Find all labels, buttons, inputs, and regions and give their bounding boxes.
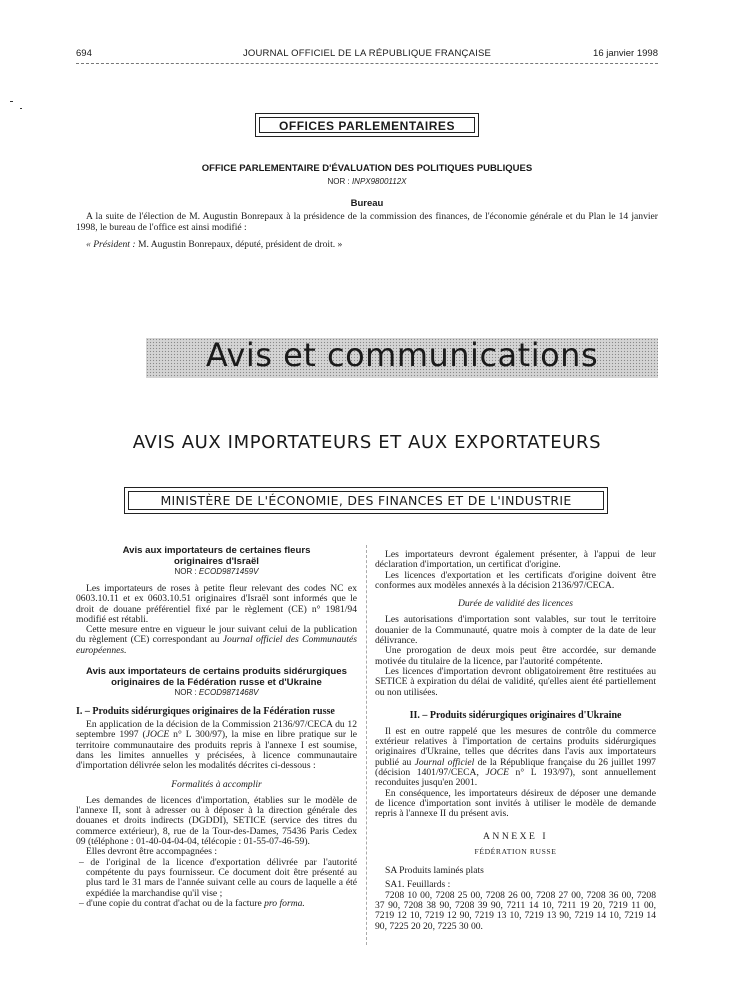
avis1-heading: Avis aux importateurs de certaines fleurs originaires d'Israël — [122, 545, 311, 567]
right-paragraph: En conséquence, les importateurs désireux de déposer une demande de licence d'importation sont invités à utiliser le modèle de demande repris à l'annexe II du présent avis. — [375, 787, 656, 820]
offices-parlementaires-box — [255, 113, 479, 137]
banner-title: Avis et communications — [205, 336, 599, 374]
bureau-paragraph: A la suite de l'élection de M. Augustin Bonrepaux à la présidence de la commission des finances, de l'économie générale et du Plan le 14 janvier 1998, le bureau de l'office est ainsi modifié : — [76, 211, 658, 233]
section-i-title: I. – Produits sidérurgiques originaires de la Fédération russe — [76, 706, 335, 718]
running-header — [76, 48, 658, 64]
page-number: 694 — [76, 48, 92, 59]
journal-title: JOURNAL OFFICIEL DE LA RÉPUBLIQUE FRANÇAISE — [242, 48, 492, 59]
right-paragraph: Les autorisations d'importation sont valables, sur tout le territoire douanier de la Communauté, quatre mois à compter de la date de leur délivrance. — [375, 614, 656, 647]
ministry-box — [124, 487, 608, 514]
avis2-paragraph: Elles devront être accompagnées : — [86, 846, 218, 858]
codes-list: 7208 10 00, 7208 25 00, 7208 26 00, 7208 27 00, 7208 36 00, 7208 37 90, 7208 38 90, 7208 39 90, 7211 14 10, 7211 19 20, 7219 11 00, 7219 12 10, 7219 12 90, 7219 13 10, 7219 13 90, 7219 14 10, 7219 14 90, 7225 20 20, 7225 30 00. — [375, 889, 656, 932]
right-paragraph: Les importateurs devront également présenter, à l'appui de leur déclaration d'importation, un certificat d'origine. — [375, 549, 656, 571]
dash-item: – d'une copie du contrat d'achat ou de la facture pro forma. — [79, 897, 305, 909]
annexe-title: ANNEXE I — [482, 830, 549, 842]
ministry-title: MINISTÈRE DE L'ÉCONOMIE, DES FINANCES ET DE L'INDUSTRIE — [128, 491, 604, 510]
column-separator — [366, 545, 367, 945]
right-paragraph: Une prorogation de deux mois peut être accordée, sur demande motivée du titulaire de la licence, par l'autorité compétente. — [375, 645, 656, 667]
scan-mark — [10, 101, 13, 102]
sa1-line: SA1. Feuillards : — [385, 879, 451, 891]
office-title: OFFICE PARLEMENTAIRE D'ÉVALUATION DES POLITIQUES PUBLIQUES — [201, 163, 533, 174]
header-rule — [76, 63, 658, 64]
bureau-president: « Président : M. Augustin Bonrepaux, député, président de droit. » — [86, 239, 343, 250]
avis2-paragraph: Les demandes de licences d'importation, établies sur le modèle de l'annexe II, sont à adresser ou à déposer à la direction générale des douanes et droits indirects (DGDDI), SETICE (service des titres du commerce extérieur), 8, rue de la Tour-des-Dames, 75436 Paris Cedex 09 (téléphone : 01-40-04-04-04, télécopie : 01-55-07-46-59). — [76, 794, 357, 848]
right-paragraph: Les licences d'importation devront obligatoirement être restituées au SETICE à expiration du délai de validité, qu'elles aient été partiellement ou non utilisées. — [375, 665, 656, 698]
section-ii-title: II. – Produits sidérurgiques originaires d'Ukraine — [409, 709, 622, 721]
avis2-heading: Avis aux importateurs de certains produits sidérurgiques originaires de la Fédération russe et d'Ukraine — [86, 666, 347, 689]
formalites-heading: Formalités à accomplir — [171, 778, 262, 790]
offices-parlementaires-title: OFFICES PARLEMENTAIRES — [259, 117, 475, 133]
right-paragraph: Les licences d'exportation et les certificats d'origine doivent être conformes aux modèles annexés à la décision 2136/97/CECA. — [375, 569, 656, 591]
dash-item: – de l'original de la licence d'exportation délivrée par l'autorité compétente du pays fournisseur. Ce document doit être présenté au plus tard le 31 mars de l'année suivant celle au cours de laquelle a été expédiée la marchandise qu'il vise ; — [79, 856, 357, 899]
publication-date: 16 janvier 1998 — [593, 48, 658, 59]
nor-reference: NOR : INPX9800112X — [327, 177, 407, 186]
avis2-paragraph: En application de la décision de la Commission 2136/97/CECA du 12 septembre 1997 (JOCE n° L 300/97), la mise en libre pratique sur le territoire communautaire des produits repris à l'annexe I est soumise, dans les limites annuelles y précisées, à licence communautaire d'importation délivrée selon les modalités décrites ci-dessous : — [76, 719, 357, 772]
left-column — [76, 545, 357, 909]
avis1-paragraph: Les importateurs de roses à petite fleur relevant des codes NC ex 0603.10.11 et ex 0603.10.51 originaires d'Israël sont informés que le droit de douane préférentiel fixé par le règlement (CE) n° 1981/94 modifié est rétabli. — [76, 583, 357, 625]
avis1-paragraph: Cette mesure entre en vigueur le jour suivant celui de la publication du règlement (CE) correspondant au Journal officiel des Communautés européennes. — [76, 624, 357, 656]
nor-code: ECOD9871468V — [198, 688, 259, 698]
right-paragraph: Il est en outre rappelé que les mesures de contrôle du commerce extérieur relatives à l'importation de certains produits sidérurgiques originaires d'Ukraine, telles que décrites dans l'avis aux importateurs publié au Journal officiel de la République française du 26 juillet 1997 (décision 1401/97/CECA, JOCE n° L 193/97), sont annuellement reconduites jusqu'en 2001. — [375, 725, 657, 789]
avis2-nor: NOR : ECOD9871468V — [174, 688, 259, 698]
bureau-heading: Bureau — [350, 198, 384, 209]
federation-heading: FÉDÉRATION RUSSE — [474, 846, 557, 856]
duree-heading: Durée de validité des licences — [457, 598, 574, 610]
president-label: « Président : — [86, 239, 136, 250]
section-title: AVIS AUX IMPORTATEURS ET AUX EXPORTATEURS — [132, 432, 602, 453]
nor-code: ECOD9871459V — [198, 567, 259, 576]
right-column — [375, 550, 656, 932]
nor-code: INPX9800112X — [351, 177, 407, 186]
scan-mark — [20, 108, 22, 109]
sa-line: SA Produits laminés plats — [385, 865, 484, 877]
avis1-nor: NOR : ECOD9871459V — [174, 567, 259, 576]
